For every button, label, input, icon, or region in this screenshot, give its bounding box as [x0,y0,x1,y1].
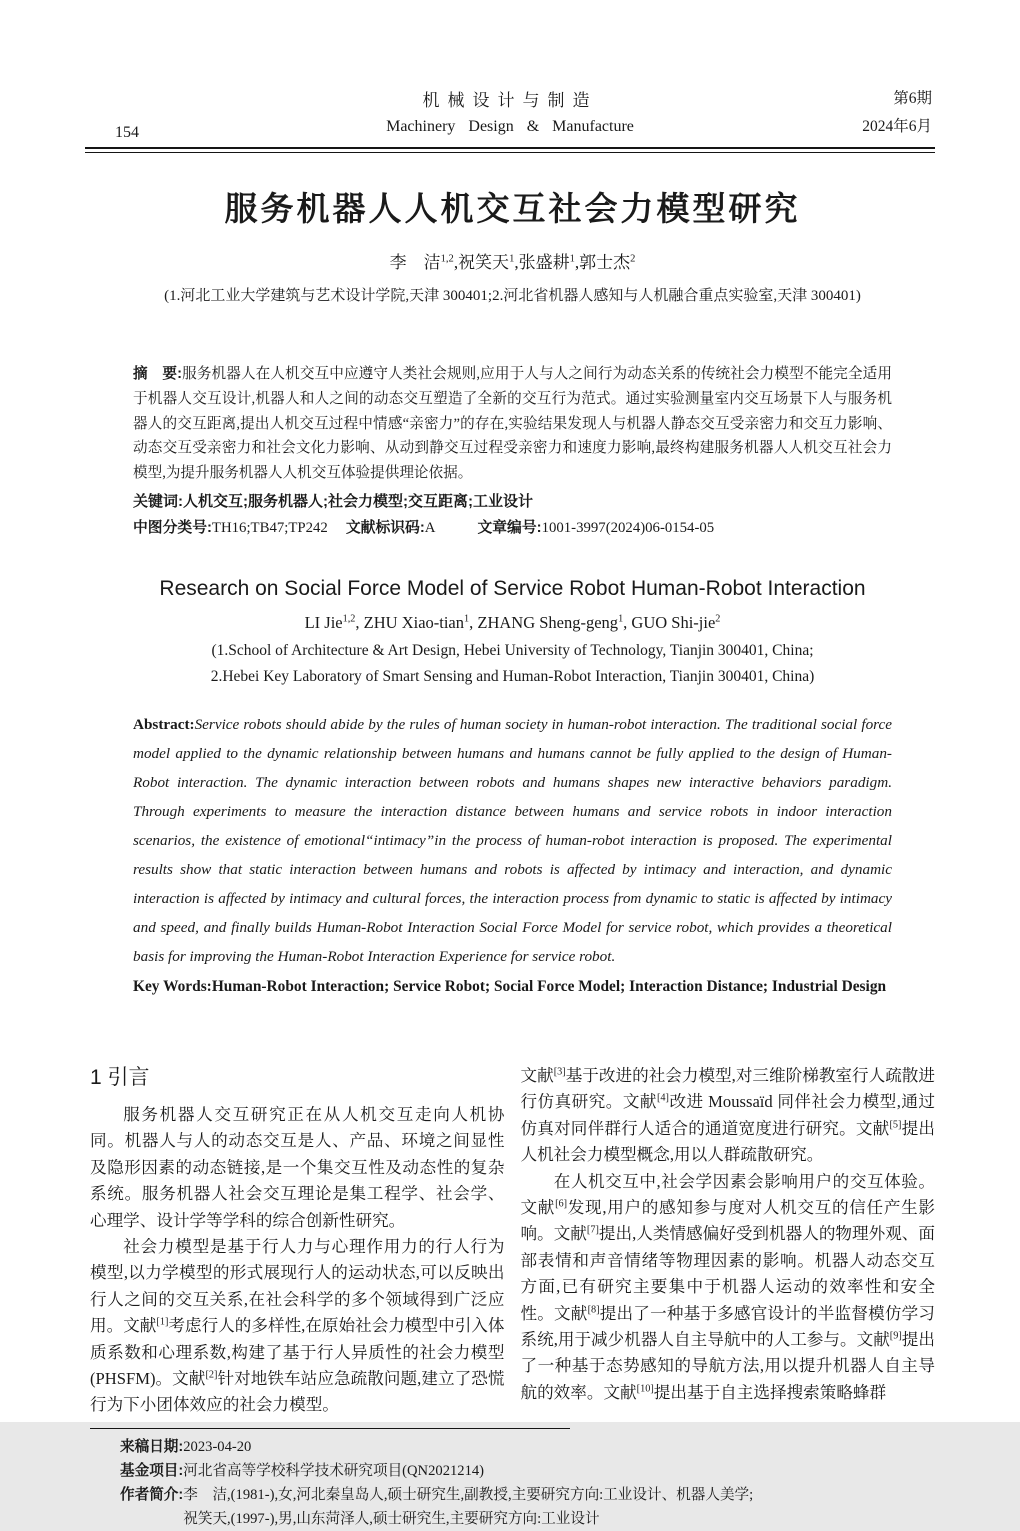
left-column-paragraph-1: 服务机器人交互研究正在从人机交互走向人机协同。机器人与人的动态交互是人、产品、环境之间显性及隐形因素的动态链接,是一个集交互性及动态性的复杂系统。服务机器人社会交互理论是集工程学、社会学、心理学、设计学等学科的综合创新性研究。 [90,1104,505,1230]
affiliation-zh: (1.河北工业大学建筑与艺术设计学院,天津 300401;2.河北省机器人感知与人机融合重点实验室,天津 300401) [164,288,861,304]
abstract-en [133,710,892,971]
page-header [85,86,935,144]
affiliation-en-line1: (1.School of Architecture & Art Design, Hebei University of Technology, Tianjin 300401, China; [211,641,814,659]
page-content [90,150,935,1531]
author-bio-label: 作者简介: [120,1486,184,1503]
journal-title-en: Machinery Design & Manufacture [386,118,634,135]
footnote-rule [90,1428,570,1429]
author-bio-line1: 李 洁,(1981-),女,河北秦皇岛人,硕士研究生,副教授,主要研究方向:工业设计、机器人美学; [183,1486,754,1503]
author-bio-lines [183,1483,935,1531]
right-column-paragraph-2: 在人机交互中,社会学因素会影响用户的交互体验。文献[6]发现,用户的感知参与度对人机交互的信任产生影响。文献[7]提出,人类情感偏好受到机器人的物理外观、面部表情和声音情绪等物理因素的影响。机器人动态交互方面,已有研究主要集中于机器人运动的效率性和安全性。文献[8]提出了一种基于多感官设计的半监督模仿学习系统,用于减少机器人自主导航中的人工参与。文献[9]提出了一种基于态势感知的导航方法,用以提升机器人自主导航的效率。文献[10]提出基于自主选择搜索策略蜂群 [520,1171,936,1402]
keywords-en [133,972,892,1001]
clc-label: 中图分类号: [133,519,212,536]
left-column-paragraph-2: 社会力模型是基于行人力与心理作用力的行人行为模型,以力学模型的形式展现行人的运动状态,可以反映出行人之间的交互关系,在社会科学的多个领域得到广泛应用。文献[1]考虑行人的多样性,在原始社会力模型中引入体质系数和心理系数,构建了基于行人异质性的社会力模型(PHSFM)。文献[2]针对地铁车站应急疏散问题,建立了恐慌行为下小团体效应的社会力模型。 [90,1237,505,1415]
journal-title-block [85,86,935,136]
section-1-heading: 1 引言 [90,1065,150,1089]
abstract-zh [133,362,892,486]
doc-code-value: A [424,519,436,536]
issue-number: 第6期 [893,90,932,107]
clc-value: TH16;TB47;TP242 [211,519,328,536]
footnote-block [90,1428,935,1531]
right-column-paragraph-1: 文献[3]基于改进的社会力模型,对三维阶梯教室行人疏散进行仿真研究。文献[4]改进 Moussaïd 同伴社会力模型,通过仿真对同伴群行人适合的通道宽度进行研究。文献[5]提出人机社会力模型概念,用以人群疏散研究。 [520,1065,936,1165]
right-column [521,1063,936,1419]
footnote-received-date [90,1435,935,1459]
footnote-author-bio [90,1483,935,1531]
clc-line [133,516,892,541]
issue-date: 2024年6月 [862,118,932,135]
fund-project-label: 基金项目: [120,1462,184,1479]
keywords-en-text: Human-Robot Interaction; Service Robot; Social Force Model; Interaction Distance; Industrial Design [211,977,887,995]
received-date-label: 来稿日期: [120,1438,184,1455]
left-column [90,1063,505,1419]
abstract-zh-label: 摘 要: [133,366,182,382]
doc-code-label: 文献标识码: [345,519,425,536]
affiliation-en-line2: 2.Hebei Key Laboratory of Smart Sensing and Human-Robot Interaction, Tianjin 300401, China) [210,667,815,685]
keywords-zh [133,489,892,514]
article-id-value: 1001-3997(2024)06-0154-05 [541,519,715,536]
article-id-label: 文章编号: [477,519,542,536]
fund-project-value: 河北省高等学校科学技术研究项目(QN2021214) [183,1462,485,1479]
journal-title-zh: 机械设计与制造 [422,91,598,110]
body-columns [90,1063,935,1419]
abstract-zh-text: 服务机器人在人机交互中应遵守人类社会规则,应用于人与人之间行为动态关系的传统社会力模型不能完全适用于机器人交互设计,机器人和人之间的动态交互塑造了全新的交互行为范式。通过实验测量室内交互场景下人与服务机器人的交互距离,提出人机交互过程中情感“亲密力”的存在,实验结果发现人与机器人静态交互受亲密力和交互力影响、动态交互受亲密力和社会文化力影响、从动到静交互过程受亲密力和速度力影响,最终构建服务机器人人机交互社会力模型,为提升服务机器人人机交互体验提供理论依据。 [133,366,892,482]
abstract-en-label: Abstract: [133,715,195,733]
keywords-zh-label: 关键词: [133,492,183,510]
footnote-fund-project [90,1459,935,1483]
affiliation-en [90,642,935,686]
keywords-zh-text: 人机交互;服务机器人;社会力模型;交互距离;工业设计 [183,492,533,510]
paper-title-en: Research on Social Force Model of Service Robot Human-Robot Interaction [159,576,866,600]
issue-block [862,86,932,142]
author-bio-line2: 祝笑天,(1997-),男,山东菏泽人,硕士研究生,主要研究方向:工业设计 [183,1510,600,1527]
authors-en: LI Jie$^{1,2}$, ZHU Xiao-tian$^1$, ZHANG Sheng-geng$^1$, GUO Shi-jie$^2$ [304,612,721,632]
keywords-en-label: Key Words: [133,977,212,995]
authors-zh: 李 洁$^{1,2}$,祝笑天$^1$,张盛耕$^1$,郭士杰$^2$ [389,253,636,272]
paper-title-zh: 服务机器人人机交互社会力模型研究 [224,192,801,228]
received-date-value: 2023-04-20 [183,1438,252,1455]
page-number: 154 [115,124,139,141]
abstract-en-text: Service robots should abide by the rules of human society in human-robot interaction. The traditional social force model applied to the dynamic relationship between humans and humans cannot be fully applied to the design of Human-Robot interaction. The dynamic interaction between robots and humans shapes new interactive behaviors paradigm. Through experiments to measure the interaction distance between humans and service robots in indoor interaction scenarios, the existence of emotional“intimacy”in the process of human-robot interaction is proposed. The experimental results show that static interaction between humans and robots is affected by intimacy and interaction, and dynamic interaction is affected by intimacy and cultural forces, the interaction process from dynamic to static is affected by intimacy and speed, and finally builds Human-Robot Interaction Social Force Model for service robot, which provides a theoretical basis for improving the Human-Robot Interaction Experience for service robot. [133,715,892,965]
